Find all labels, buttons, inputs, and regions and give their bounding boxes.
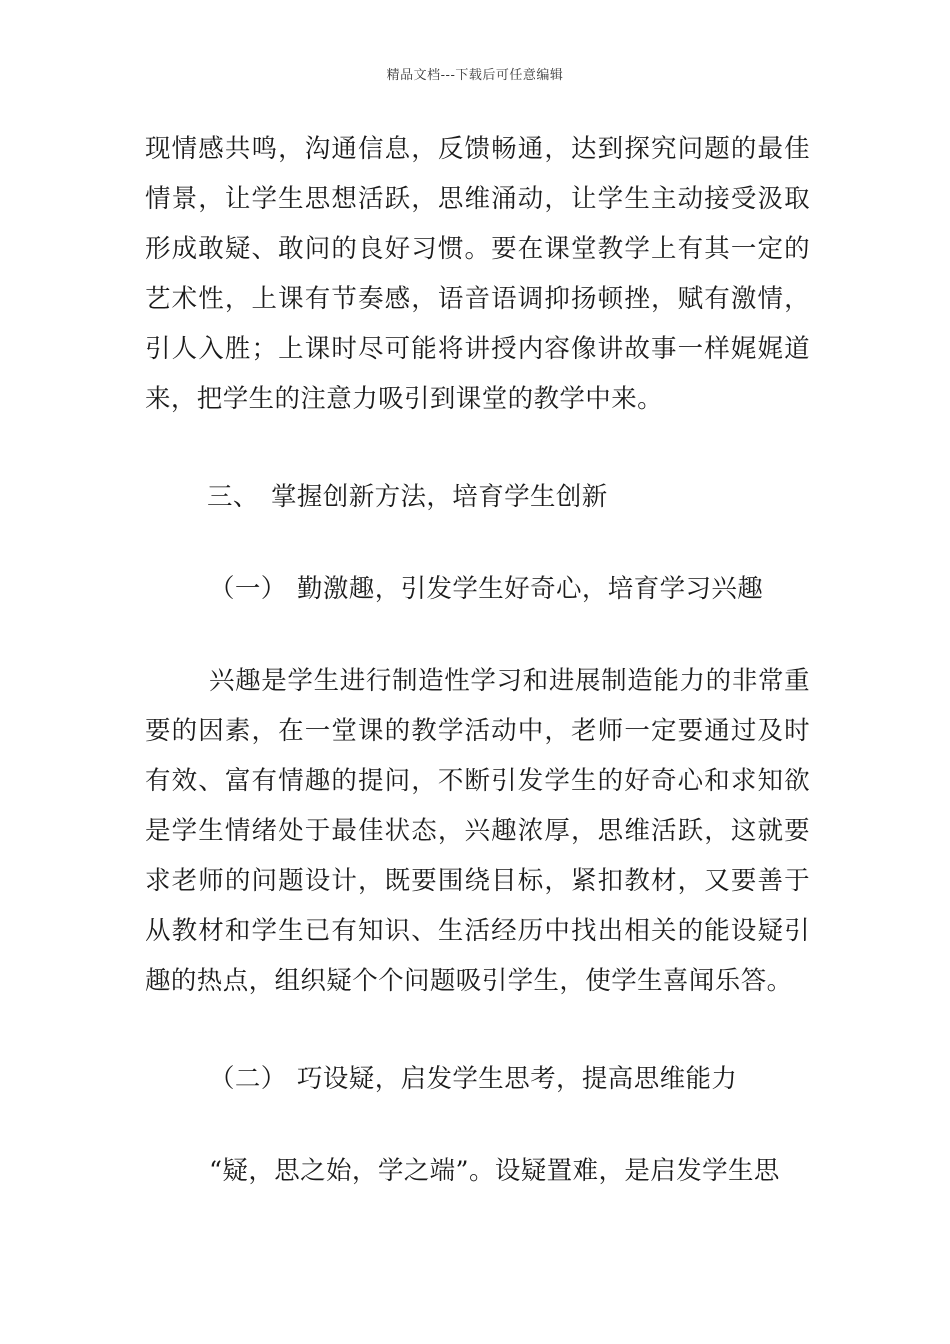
subsection-title: 巧设疑，启发学生思考，提高思维能力 xyxy=(297,1064,738,1094)
section-heading-3 xyxy=(145,472,810,522)
spacer xyxy=(145,614,810,656)
paragraph-interest: 兴趣是学生进行制造性学习和进展制造能力的非常重要的因素，在一堂课的教学活动中，老师一定要通过及时有效、富有情趣的提问，不断引发学生的好奇心和求知欲是学生情绪处于最佳状态，兴趣浓厚，思维活跃，这就要求老师的问题设计，既要围绕目标，紧扣教材，又要善于从教材和学生已有知识、生活经历中找出相关的能设疑引趣的热点，组织疑个个问题吸引学生，使学生喜闻乐答。 xyxy=(145,666,810,996)
subsection-number: （一） xyxy=(209,574,287,604)
subsection-title: 勤激趣，引发学生好奇心，培育学习兴趣 xyxy=(297,574,764,604)
subsection-number: （二） xyxy=(209,1064,287,1094)
paragraph-questioning: “疑，思之始，学之端”。设疑置难，是启发学生思 xyxy=(209,1156,780,1186)
section-title: 掌握创新方法，培育学生创新 xyxy=(271,482,608,512)
spacer xyxy=(145,522,810,564)
section-number: 三、 xyxy=(207,482,259,512)
subsection-heading-2 xyxy=(145,1054,810,1104)
page-header: 精品文档---下载后可任意编辑 xyxy=(386,68,564,83)
subsection-heading-1 xyxy=(145,564,810,614)
spacer xyxy=(145,1104,810,1146)
spacer xyxy=(145,1006,810,1054)
paragraph-continued: 现情感共鸣，沟通信息，反馈畅通，达到探究问题的最佳情景，让学生思想活跃，思维涌动，让学生主动接受汲取形成敢疑、敢问的良好习惯。要在课堂教学上有其一定的艺术性，上课有节奏感，语音语调抑扬顿挫，赋有激情，引人入胜；上课时尽可能将讲授内容像讲故事一样娓娓道来，把学生的注意力吸引到课堂的教学中来。 xyxy=(145,134,810,414)
document-body xyxy=(145,124,810,1196)
spacer xyxy=(145,424,810,472)
